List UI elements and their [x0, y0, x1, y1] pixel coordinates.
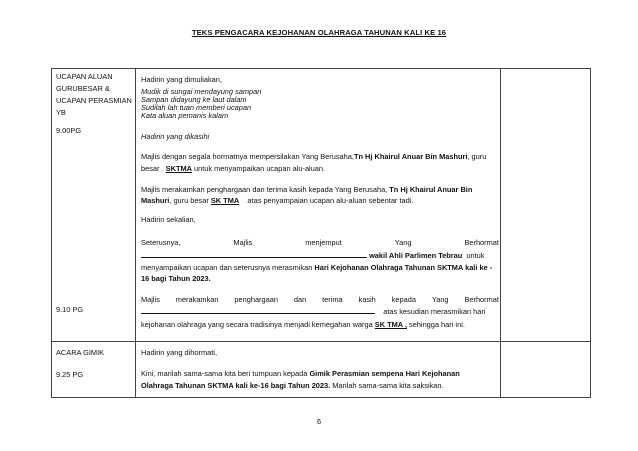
paragraph-line: Majlis merakamkan penghargaan dan terima kasih kepada Yang Berusaha, Tn Hj Khairul Anuar Bin	[141, 185, 473, 194]
column-divider	[135, 69, 136, 397]
document-title: TEKS PENGACARA KEJOHANAN OLAHRAGA TAHUNAN KALI KE 16	[191, 28, 447, 37]
greeting: Hadirin yang dimuliakan,	[141, 75, 222, 84]
greeting: Hadirin yang dihormati,	[141, 348, 217, 357]
row-divider	[52, 341, 590, 342]
program-table	[51, 68, 591, 398]
blank-line	[141, 250, 367, 258]
paragraph-line: Majlis dengan segala hormatnya mempersilakan Yang Berusaha,Tn Hj Khairul Anuar Bin Mashuri, guru	[141, 152, 487, 161]
segment-time: 9.10 PG	[56, 305, 84, 314]
pantun-line: Mudik di sungai mendayung sampan	[141, 87, 262, 96]
paragraph-line: besar SKTMA untuk menyampaikan ucapan alu-aluan.	[141, 164, 326, 173]
segment-label: ACARA GIMIK	[56, 348, 105, 357]
paragraph-line: 16 bagi Tahun 2023.	[141, 274, 211, 283]
page-number: 6	[316, 417, 322, 426]
paragraph-line: menyampaikan ucapan dan seterusnya merasmikan Hari Kejohanan Olahraga Tahunan SKTMA kali ke -	[141, 263, 493, 272]
paragraph-line: Olahraga Tahunan SKTMA kali ke-16 bagi Tahun 2023. Marilah sama-sama kita saksikan.	[141, 381, 444, 390]
pantun-line: Kata aluan pemanis kalam	[141, 111, 229, 120]
segment-label: UCAPAN PERASMIAN	[56, 96, 132, 105]
paragraph-line: Kini, marilah sama-sama kita beri tumpuan kepada Gimik Perasmian sempena Hari Kejohanan	[141, 369, 460, 378]
paragraph-line: wakil Ahli Parlimen Tebrau untuk	[141, 250, 485, 261]
paragraph-line: kejohanan olahraga yang secara tradisinya menjadi kemegahan warga SK TMA , sehingga hari ini.	[141, 320, 465, 329]
segment-label: YB	[56, 108, 66, 117]
pantun-line: Sudilah lah tuan memberi ucapan	[141, 103, 252, 112]
paragraph-line: atas kesudian merasmikan hari	[141, 306, 486, 317]
segment-label: UCAPAN ALUAN	[56, 72, 113, 81]
greeting: Hadirin sekalian,	[141, 215, 196, 224]
paragraph-line: Mashuri, guru besar SK TMA atas penyampaian ucapan alu-aluan sebentar tadi.	[141, 196, 414, 205]
blank-line	[141, 306, 375, 314]
segment-time: 9.00PG	[56, 126, 82, 135]
segment-label: GURUBESAR &	[56, 84, 110, 93]
paragraph-line: Seterusnya, Majlis menjemput Yang Berhormat	[141, 238, 499, 247]
greeting: Hadirin yang dikasihi	[141, 132, 210, 141]
paragraph-line: Majlis merakamkan penghargaan dan terima kasih kepada Yang Berhormat	[141, 295, 499, 304]
segment-time: 9.25 PG	[56, 370, 84, 379]
column-divider	[500, 69, 501, 397]
pantun-line: Sampan didayung ke laut dalam	[141, 95, 247, 104]
